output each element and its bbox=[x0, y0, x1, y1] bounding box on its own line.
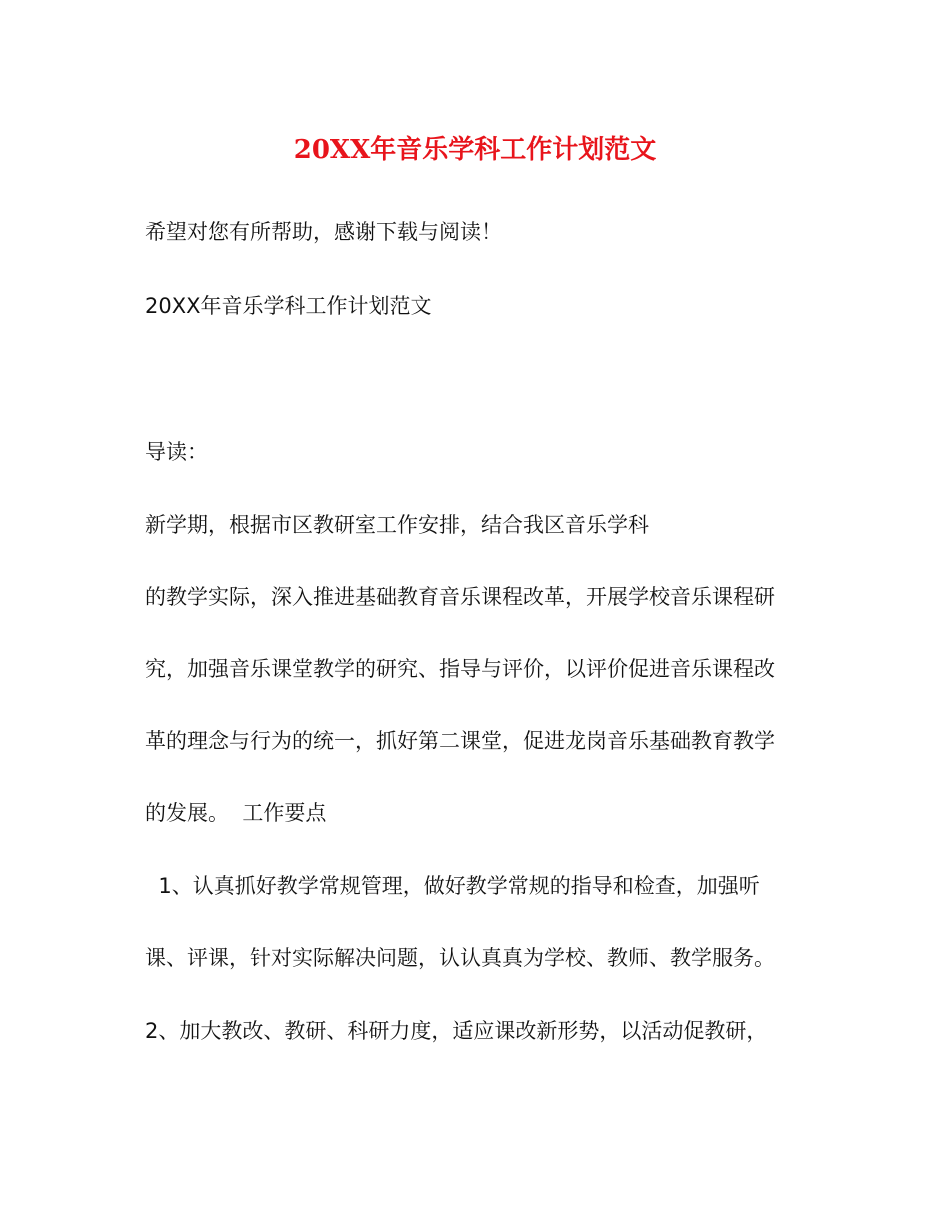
paragraph-line: 革的理念与行为的统一，抓好第二课堂，促进龙岗音乐基础教育教学 bbox=[145, 729, 775, 753]
intro-line: 希望对您有所帮助，感谢下载与阅读！ bbox=[145, 220, 502, 244]
document-title: 20XX年音乐学科工作计划范文 bbox=[293, 135, 657, 165]
paragraph-line: 究，加强音乐课堂教学的研究、指导与评价，以评价促进音乐课程改 bbox=[145, 657, 775, 681]
paragraph-line: 的发展。 工作要点 bbox=[145, 801, 327, 825]
paragraph-line: 课、评课，针对实际解决问题，认认真真为学校、教师、教学服务。 bbox=[145, 946, 775, 970]
paragraph-line: 2、加大教改、教研、科研力度，适应课改新形势，以活动促教研， bbox=[145, 1019, 768, 1043]
paragraph-line: 新学期，根据市区教研室工作安排，结合我区音乐学科 bbox=[145, 513, 649, 537]
subtitle-line: 20XX年音乐学科工作计划范文 bbox=[145, 294, 432, 318]
paragraph-line: 1、认真抓好教学常规管理，做好教学常规的指导和检查，加强听 bbox=[145, 874, 760, 898]
paragraph-line: 的教学实际，深入推进基础教育音乐课程改革，开展学校音乐课程研 bbox=[145, 585, 775, 609]
guide-heading: 导读： bbox=[145, 440, 208, 464]
